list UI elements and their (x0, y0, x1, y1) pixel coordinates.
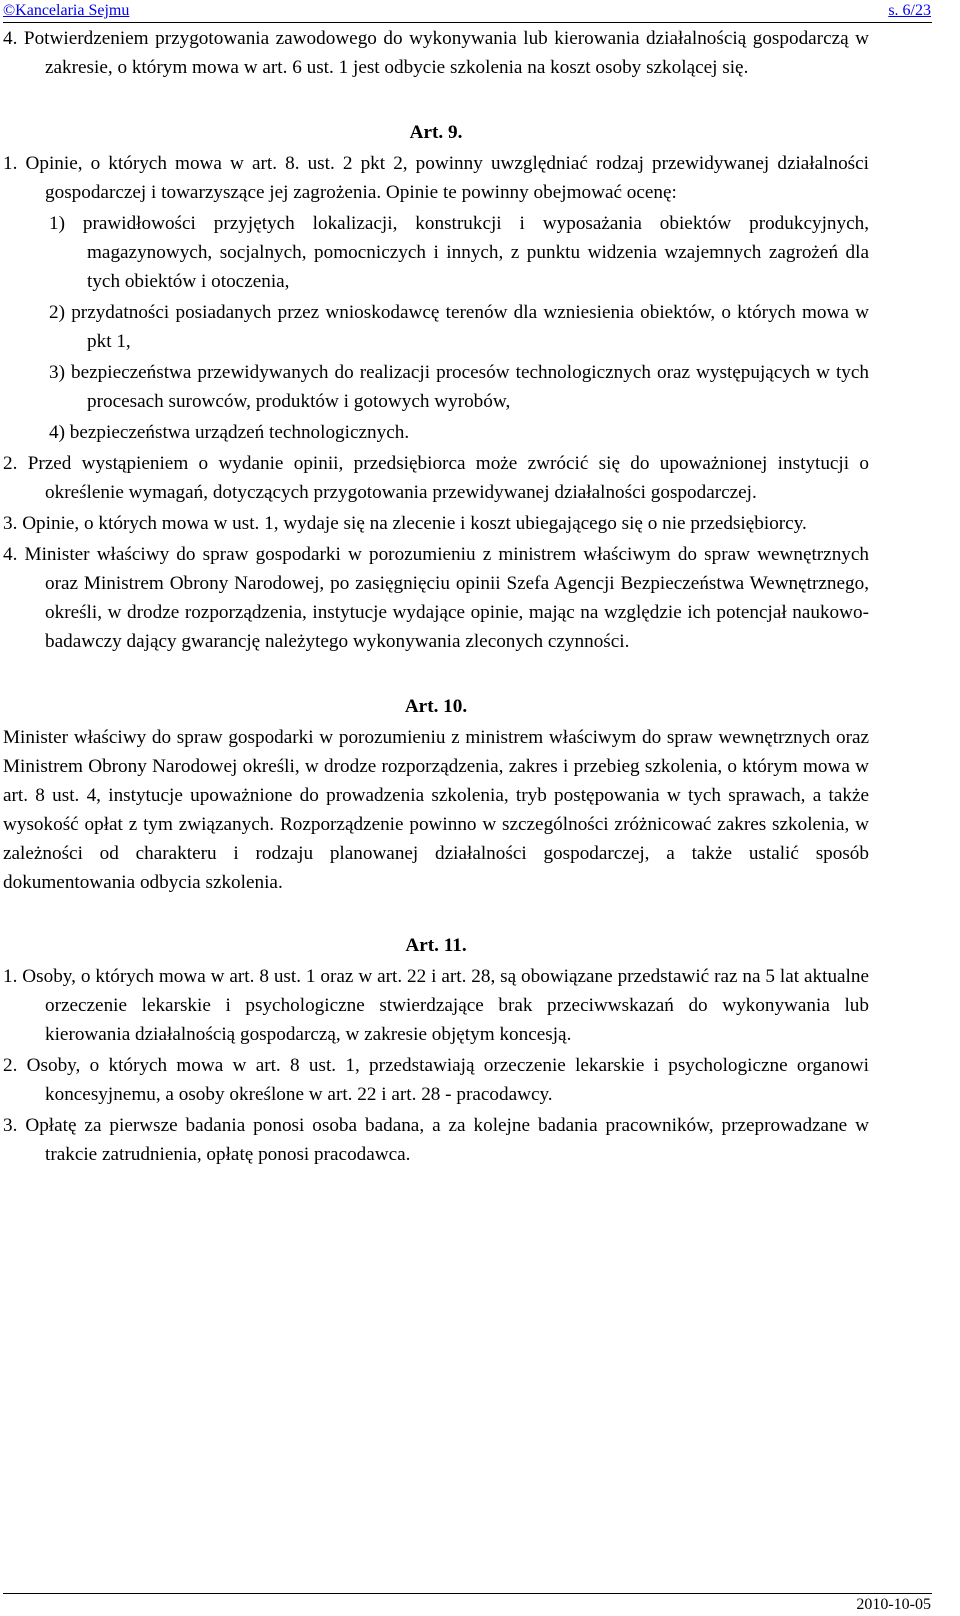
art9-heading: Art. 9. (409, 122, 463, 143)
art8-paragraph-4: 4. Potwierdzeniem przygotowania zawodowego do wykonywania lub kierowania działalnością gospodarczą w zakresie, o którym mowa w art. 6 ust. 1 jest odbycie szkolenia na koszt osoby szkolącej się. (3, 28, 869, 78)
spacer (3, 84, 869, 118)
spacer (3, 897, 869, 931)
art11-paragraph-3: 3. Opłatę za pierwsze badania ponosi osoba badana, a za kolejne badania pracowników, przeprowadzane w trakcie zatrudnienia, opłatę ponosi pracodawca. (3, 1115, 869, 1165)
art11-heading: Art. 11. (405, 935, 467, 956)
spacer (3, 658, 869, 692)
copyright-link[interactable]: ©Kancelaria Sejmu (3, 2, 130, 19)
art9-paragraph-2: 2. Przed wystąpieniem o wydanie opinii, przedsiębiorca może zwrócić się do upoważnionej instytucji o określenie wymagań, dotyczących przygotowania przewidywanej działalności gospodarczej. (3, 453, 869, 503)
art11-paragraph-1: 1. Osoby, o których mowa w art. 8 ust. 1 oraz w art. 22 i art. 28, są obowiązane przedstawić raz na 5 lat aktualne orzeczenie lekarskie i psychologiczne stwierdzające brak przeciwwskazań do wykonywania lub kierowania działalnością gospodarczą, w zakresie objętym koncesją. (3, 966, 869, 1045)
art9-item-2: 2) przydatności posiadanych przez wnioskodawcę terenów dla wzniesienia obiektów, o których mowa w pkt 1, (49, 302, 869, 352)
header-rule (3, 22, 932, 23)
art9-paragraph-3: 3. Opinie, o których mowa w ust. 1, wydaje się na zlecenie i koszt ubiegającego się o nie przedsiębiorcy. (3, 513, 807, 534)
art9-item-3: 3) bezpieczeństwa przewidywanych do realizacji procesów technologicznych oraz występujących w tych procesach surowców, produktów i gotowych wyrobów, (49, 362, 869, 412)
art10-text: Minister właściwy do spraw gospodarki w porozumieniu z ministrem właściwym do spraw wewnętrznych oraz Ministrem Obrony Narodowej określi, w drodze rozporządzenia, zakres i przebieg szkolenia, o którym mowa w art. 8 ust. 4, instytucje upoważnione do prowadzenia szkolenia, tryb postępowania w tych sprawach, a także wysokość opłat z tym związanych. Rozporządzenie powinno w szczególności zróżnicować zakres szkolenia, w zależności od charakteru i rodzaju planowanej działalności gospodarczej, a także ustalić sposób dokumentowania odbycia szkolenia. (3, 727, 869, 893)
art9-item-1: 1) prawidłowości przyjętych lokalizacji, konstrukcji i wyposażania obiektów produkcyjnych, magazynowych, socjalnych, pomocniczych i innych, z punktu widzenia wzajemnych zagrożeń dla tych obiektów i otoczenia, (49, 213, 869, 292)
art10-heading: Art. 10. (404, 696, 468, 717)
document-body (3, 24, 869, 1171)
footer-rule (3, 1593, 932, 1594)
art9-item-4: 4) bezpieczeństwa urządzeń technologicznych. (49, 422, 410, 443)
footer-date: 2010-10-05 (856, 1596, 931, 1613)
page-header (3, 0, 931, 22)
art9-paragraph-1: 1. Opinie, o których mowa w art. 8. ust. 2 pkt 2, powinny uwzględniać rodzaj przewidywanej działalności gospodarczej i towarzyszące jej zagrożenia. Opinie te powinny obejmować ocenę: (3, 153, 869, 203)
page-number-link[interactable]: s. 6/23 (888, 2, 931, 19)
art9-paragraph-4: 4. Minister właściwy do spraw gospodarki w porozumieniu z ministrem właściwym do spraw wewnętrznych oraz Ministrem Obrony Narodowej, po zasięgnięciu opinii Szefa Agencji Bezpieczeństwa Wewnętrznego, określi, w drodze rozporządzenia, instytucje wydające opinie, mając na względzie ich potencjał naukowo-badawczy dający gwarancję należytego wykonywania zleconych czynności. (3, 544, 869, 652)
art11-paragraph-2: 2. Osoby, o których mowa w art. 8 ust. 1, przedstawiają orzeczenie lekarskie i psychologiczne organowi koncesyjnemu, a osoby określone w art. 22 i art. 28 - pracodawcy. (3, 1055, 869, 1105)
